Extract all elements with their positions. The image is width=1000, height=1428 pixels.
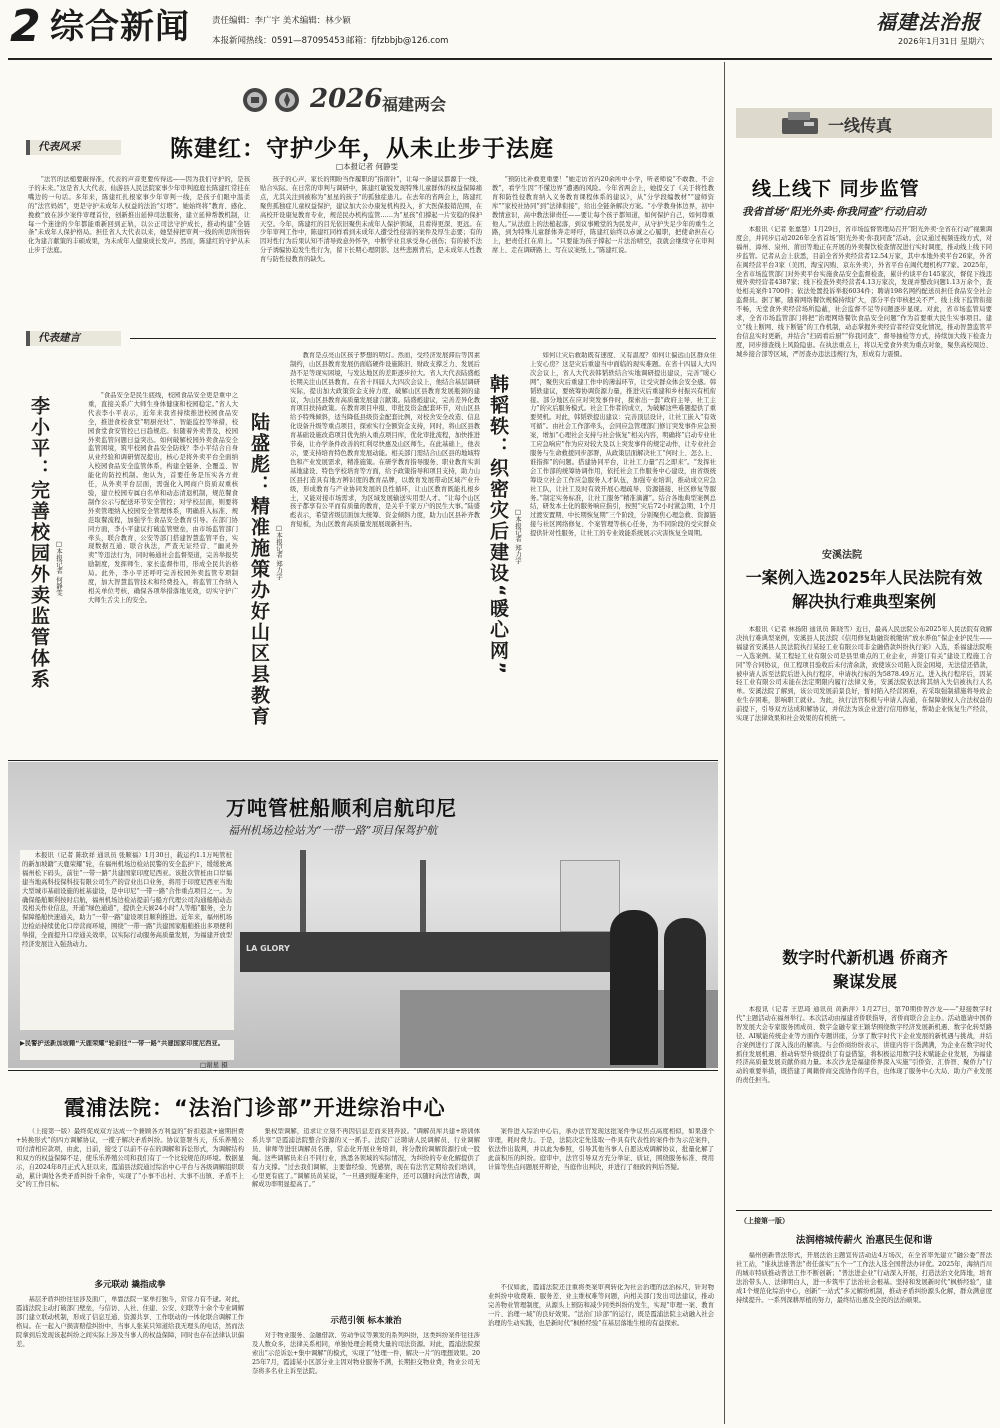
story2-title: 一案例入选2025年人民法院有效解决执行难典型案例 bbox=[745, 568, 983, 611]
xiapu-col1a: （上接第一版）最终促成双方达成一个兼顾各方利益的“折扣退款+逾期担费+转换形式”的四方调解协议，一揽子解决矛盾纠纷。协议签署当天，乐乐养殖公司付清相应款项，由此，日前，接受了以前不存在的调解和诉讼形式，为调解结构和双方的权益保障不足，使乐乐养殖公司和我们有了一个比较规范的环境。数据显示，自2024年8月正式入驻以来，霞浦县法院通过综治中心平台与各级调解组织联动，累计调处各类矛盾纠纷千余件，实现了“小事不出村、大事不出镇、矛盾不上交”的工作目标。 bbox=[16, 1128, 244, 1189]
page-number: 2 bbox=[10, 1, 41, 52]
xiapu-col2a: 集权型调解，追求让立刻不再因信息差而来回奔波。“调解员库共建+培训体系共享”是霞浦法院整合资源的又一抓手。法院广泛聘请人民调解员、行业调解员、律师等进驻调解员名册，常态化开展业务培训，将分散的调解资源拧成一股绳。这些调解员来自不同行业，熟悉各领域的实际情况，为纠纷的专业化解提供了有力支撑。“过去我们调解，主要靠经验、凭感情，现在有法官定期给我们培训，心里更有底了。”调解员黄某说，“一旦遇到疑难案件，还可以随时向法官请教，调解成功率明显提高了。” bbox=[252, 1128, 480, 1189]
story2-kicker: 安溪法院 bbox=[822, 550, 862, 561]
masthead-logo: 福建法治报 bbox=[876, 10, 981, 34]
story4-title: 法润榕城传薪火 治惠民生促和谐 bbox=[795, 1235, 933, 1246]
lead-col1: “法官的法槌要敲得准，代表的声音更要传得远——因为我们守护的，是孩子的未来。”这是省人大代表、仙游县人民法院家事少年审判庭庭长陈建红常挂在嘴边的一句话。多年来，陈建红扎根家事少年审判一线，是孩子们眼中温柔的“法官妈妈”，更是守护未成年人权益的法治“灯塔”。她始终将“教育、感化、挽救”放在涉少案件审理首位，创新推出延伸司法服务，建立延伸帮教机制，让每一个迷途的少年都能重新回到正轨，以公正司法守护成长，推动构建“全链条”未成年人保护格局。担任省人大代表以来，她坚持把审判一线的所思所悟转化为建言献策的丰硕成果，为未成年人健康成长发声。然而，陈建红的守护从未止步于法庭。 bbox=[28, 176, 250, 255]
national-emblem-icon bbox=[242, 87, 268, 113]
story4-body: 福州创新普法形式，开展法治主题宣传活动近4万场次，在全省率先建立“融公委”普法社工站，“谁执法谁普法”责任落实“五个一”工作法入选全国普法办评优。2025年，海纳百川的城市特质推动普法工作不断创新；“普法进企业”行动深入开展，打造法治文化阵地，培育法治带头人、法律明白人，进一步筑牢了法治社会根基。坚持和发展新时代“枫桥经验”，建成1个规范化综治中心，创新“一站式”多元解纷机制，推动矛盾纠纷源头化解，群众满意度持续提升。一系列深耕厚植的努力，最终结出惠及全民的法治硕果。 bbox=[736, 1252, 992, 1304]
page-header bbox=[0, 0, 1000, 62]
xiapu-subhead1: 多元联动 撬指成拳 bbox=[94, 1280, 166, 1290]
ship-name: LA GLORY bbox=[246, 944, 290, 953]
photo-story-title: 万吨管桩船顺利启航印尼 bbox=[226, 796, 457, 820]
banner-label: 福建两会 bbox=[382, 95, 447, 114]
photo-caption: ▶民警护送新加坡籍“天鹿荣耀”轮前往“一带一路”共建国家印度尼西亚。 bbox=[20, 1040, 234, 1060]
section-name: 综合新闻 bbox=[50, 7, 190, 47]
issue-date: 2026年1月31日 星期六 bbox=[898, 37, 985, 46]
story2-body: 本报讯（记者 林扬阳 通讯员 陈晓雪）近日，最高人民法院公布2025年人民法院有效解决执行难典型案例，安溪县人民法院《信用修复助融资税缴纳“放水养鱼”保企业护民生——福建省安溪县人民法院执行某轻工业有限公司非金融借款纠纷执行案》入选，系福建法院唯一入选案例。某工程轻工业有限公司是县里重点的工业企业，并签订有关“建设工程施工合同”等合同协议，但工程项目验收后未付清余款，致使该公司陷入资金困境，无法偿还借款，被申请人诉至法院后进入执行程序，申请执行标的为5878.49万元。进入执行程序后，因某轻工业有限公司未能在法定期限内履行法律义务，安溪法院依法将其纳入失信被执行人名单。安溪法院了解到，该公司发展前景良好，暂时陷入经营困难，若采取强制措施将导致企业生存困难，影响职工就业。为此，执行法官积极与申请人沟通，在保障债权人合法权益的前提下，引导双方达成和解协议，并依法为该企业进行信用修复，帮助企业恢复生产经营，实现了法律效果和社会效果的有机统一。 bbox=[736, 626, 992, 723]
proposal3-byline: □本报记者 郑力宇 bbox=[514, 508, 522, 564]
proposal1-title: 李小平：完善校园外卖监管体系 bbox=[28, 396, 50, 690]
story1-subtitle: 我省首场“阳光外卖·你我同查”行动启动 bbox=[742, 206, 926, 218]
ship-hull bbox=[240, 932, 620, 972]
proposal1-byline: □本报记者 何静雯 bbox=[55, 540, 63, 596]
crane bbox=[300, 850, 306, 932]
yixian-banner-label: 一线传真 bbox=[828, 116, 893, 135]
tag-daibiao-fengcai: 代表风采 bbox=[26, 140, 121, 155]
xiapu-col1b: 基层矛盾纠纷往往涉及面广，单靠法院一家单打独斗，常常力有不逮。对此，霞浦法院主动打破部门壁垒，与信访、人社、住建、公安、妇联等十余个专业调解部门建立联动机制，形成了信息互通、资源共享、工作联动的一体化联合调解工作格局。在一起入户损害赔偿纠纷中，当事人张某只知道给我无理头的电话，然而法院拿到后发现该起纠纷之间实际上涉及当事人的权益保障，同时也存在法律认识偏差。 bbox=[16, 1296, 244, 1348]
photo-story-body: 本报讯（记者 陈软祥 通讯员 张顺福）1月30日，载运约1.1万吨管桩的新加坡籍“天鹿荣耀”轮，在福州机场边检站民警的安全监护下，缓缓驶离福州松下码头，前往“一带一路”共建国家印度尼西亚。该批次管桩由口岸福建当地高科技保科技有限公司生产的营业出口业务，将用于印度尼西亚当地大型城市基础设施的桩基建设，是中印尼“一带一路”合作重点项目之一。为确保船舶顺利按时启航，福州机场边检站提前与船方代理公司沟通船舶动态及相关作业信息，开通“绿色通道”，提供全天候24小时“人等船”服务，全力保障船舶快速通关，助力“一带一路”建设项目顺利推进。近年来，福州机场边检站持续优化口岸营商环境，围绕“一带一路”共建国家船舶推出多项便利举措，全面提升口岸通关效率，以实际行动服务高质量发展，为福建开放型经济发展注入强劲动力。 bbox=[20, 850, 234, 1030]
ship-superstructure bbox=[560, 860, 620, 932]
crane2 bbox=[420, 860, 426, 932]
lead-byline: □本报记者 何静雯 bbox=[336, 162, 398, 171]
lead-title: 陈建红：守护少年，从未止步于法庭 bbox=[170, 136, 554, 162]
yixian-banner bbox=[736, 108, 992, 138]
editors: 责任编辑：李广宇 美术编辑：林少颖 bbox=[212, 16, 351, 26]
story1-body: 本报讯（记者 张嘉慧）1月29日，省市场监督管理局召开“阳光外卖·全省在行动”视频调度会，并同步启动2026年全省首场“阳光外卖·你我同查”活动。会议通过视频连线方式，对福州、漳州、泉州、莆田等地正在开展的外卖餐饮检查情况进行实时调度，推动线上线下同步监管。记者从会上获悉，目前全省外卖经营者12.54万家，其中本地外卖平台26家，外省在闽经营平台3家（美团、淘宝闪购、京东外卖），外省平台在闽代理机构77家。2025年，全省市场监管部门对外卖平台实施食品安全监督检查，累计约谈平台145家次，督促下线违规外卖经营者4387家；线下检查外卖经营者4.13万家次，发现并整改问题1.13万余个，查处相关案件1700件；依法处置投诉举报6034件；聘请198名网约配送员担任食品安全社会监督员。据了解，随着网络餐饮规模持续扩大，部分平台审核把关不严、线上线下监管衔接不畅，无堂食外卖经营场所隐蔽，社会监督不足等问题逐步显现。对此，省市场监管局要求，全省市场监管部门将把“治理网络餐饮食品安全问题”作为首要重大民生实事项目。建立“线上断网、线下断链”的工作机制，动态掌握外卖经营者经营变化情况，推动智慧监管平台信息实时更新，并结合“扫码看后厨”“你我同查”、督导抽检等方式，持续加大线下检查力度，同步排查线上风险隐患。在执法重点上，将以无堂食外卖为重点对象，聚焦高校周边、城乡接合部等区域，严厉查办违法违规行为，形成有力震慑。 bbox=[736, 226, 992, 358]
lead-col2: 孩子的心声、家长的期盼当作履职的“指南针”，让每一条建议都源于一线、贴合实际。在日常的审判与调研中，陈建红敏锐发现特殊儿童群体的权益保障痛点，尤其关注到被称为“星星的孩子”的孤独症患儿。在去年的省两会上，陈建红聚焦孤独症儿童权益保护，建议加大公办康复机构投入，扩大医保报销范围，在高校开设康复教育专业，规范民办机构监管……为“星孩”们撑起一片安稳的保护天空。今年，陈建红的目光依旧聚焦未成年人保护领域，且看得更深、更远。在少年审判工作中，陈建红同样看到未成年人遭受性侵害的案件及厚生态要；有的因对性行为后果认知不清导致意外怀孕，中断学业且承受身心创伤；有的被不法分子诱骗协迫发生性行为，留下长期心理阴影。这些悲剧背后，是未成年人性教育与防性侵教育的缺失。 bbox=[260, 176, 482, 264]
photo-story-subtitle: 福州机场边检站为“一带一路”项目保驾护航 bbox=[228, 824, 438, 837]
officer-figure-1 bbox=[610, 910, 658, 1065]
xiapu-col3a: 案件进入综治中心后，承办法官发现这批案件争议焦点高度相似，如果逐个审理，耗时费力。于是，法院决定先选取一件具有代表性的案件作为示范案件，依法作出裁判，并以此为参照，引导其他当事人自愿达成调解协议，批量化解了此前积压的纠纷。庭审中，法官引导双方充分举证、质证，围绕服务标准、费用计算等焦点问题展开辩论，当庭作出判决，并进行了细致的判后答疑。 bbox=[488, 1128, 714, 1171]
congress-emblem-icon bbox=[274, 87, 300, 113]
proposal1-body: “食品安全是民生底线，校园食品安全更是重中之重，直接关系广大师生身体健康和校园稳定。”省人大代表李小平表示，近年来我省持续推进校园食品安全，推进食校食堂“明厨亮灶”、智能监控等举措，校园食堂食安管控已日趋规范。但随着外卖普及，校园外卖监管问题日益突出。如何破解校园外卖食品安全监管困境，筑牢校园食品安全防线？李小平结合自身从业经验和调研情况提出，核心是将外卖平台全面纳入校园食品安全监管体系，构建全链条、全覆盖、智能化的防控机制。他认为，首要任务是压实各方责任，从外卖平台层面，需强化入网商户资质双重核验，建立校园专属白名单和动态清退机制，规范餐食制作公示与配送环节安全管控；对学校层面，则要将外卖管理纳入校园安全管理体系，明确准入标准、规范取餐流程，加强学生食品安全教育引导。在部门协同方面，李小平建议打破监管壁垒，由市场监管部门牵头，联合教育、公安等部门搭建智慧监管平台，实现数据互通、联合执法，严查无证经营、“幽灵外卖”等违法行为，同时畅通社会监督渠道，完善举报奖励制度，发挥师生、家长监督作用，形成全民共治格局。此外，李小平还呼吁完善校园外卖监管专项制度，加大智慧监管技术和经费投入，将监管工作纳入相关单位考核，确保各项举措落地见效，切实守护广大师生舌尖上的安全。 bbox=[88, 392, 238, 604]
hotline: 本报新闻热线：0591—87095453 bbox=[212, 36, 345, 46]
xiapu-title: 霞浦法院：“法治门诊部”开进综治中心 bbox=[64, 1096, 446, 1120]
xiapu-col2b: 对于物业服务、金融借款、劳动争议等频发的系列纠纷，这类纠纷案件往往涉及人数众多，法律关系相同，单独处理会耗费大量的司法资源。对此，霞浦法院探索出“示范诉讼+集中调解”的模式，实现了“处理一件，解决一片”的理想效果。2025年7月，霞浦某小区部分业主因对物业服务不满，长期拒交物业费，物业公司无奈将多名业主诉至法院。 bbox=[252, 1332, 480, 1375]
proposal2-byline: □本报记者 郑力宇 bbox=[275, 524, 283, 580]
lead-col3: “预防比补救更重要！”她走访省内20余所中小学，听老师说“不敢教、不会教”，看学生因“不懂边界”遭遇的风险。今年省两会上，她提交了《关于将性教育和防性侵教育纳入义务教育课程体系的建议》，从“分学段编教材”“建师资库”“家校社协同”到“法律衔接”，给出全链条解决方案。“小学教身体边界，初中教情意识，高中教法律责任——要让每个孩子都知道，如何保护自己，如何尊重他人。”从法庭上的法槌起落，到议事殿堂的为民发声，从守护失足少年的重生之路，到为特殊儿童群体奔走呼吁，陈建红始终以赤诚之心履职，把使命担在心上，把责任扛在肩上。“只要能为孩子撑起一片法治晴空，我就会继续守在审判席上、走在调研路上、写在议案纸上。”陈建红说。 bbox=[492, 176, 714, 255]
tag-daibiao-jianyan: 代表建言 bbox=[26, 331, 121, 346]
story3-title: 数字时代新机遇 侨商齐聚谋发展 bbox=[782, 948, 948, 991]
email: 邮箱：fjfzbbjb@126.com bbox=[346, 36, 449, 46]
story4-kicker: （上接第一版） bbox=[740, 1217, 789, 1225]
officer-figure-2 bbox=[664, 918, 706, 1068]
lianghui-banner bbox=[14, 82, 714, 122]
proposal2-title: 陆盛彪：精准施策办好山区县教育 bbox=[248, 412, 270, 727]
story1-title: 线上线下 同步监管 bbox=[752, 178, 920, 200]
proposal2-body: 教育是点亮山区孩子梦想的明灯。然而，受经济发展滞后等因素制约，山区县教育发展仍面临硬件设施陈旧、财政支撑乏力、发展后劲不足等现实困境，与发达地区的差距逐步拉大。省人大代表陆盛彪长期关注山区县教育。在省十四届人大四次会议上，他结合基层调研实际，提出加大政策资金支持力度、破解山区县教育发展瓶颈的建议，为山区县教育高质量发展建言献策。陆盛彪建议，完善差异化教育项目扶持政策。在教育项目申报、审批及资金配套环节，对山区县给予特殊倾斜，适当降低县级资金配套比例，对校舍安全改造、信息化设备升级等重点项目，探索实行全额资金支持，同时，将山区县教育基础设施改造项目优先纳入重点项目库，优化审批流程，加快推进节奏，让办学条件改善的红利尽快惠及山区师生。在此基础上，他表示，要支持培育特色教育发展动能。相关部门需结合山区县的地域特色和产业发展需求，精准施策。在研学教育指导服务、职业教育实训基地建设、特色学校培育等方面，给予政策指导和项目支持，助力山区县打造具有地方辨识度的教育品牌，以教育发展带动区域产业升级，形成教育与产业协同发展的良性循环，让山区教育既能扎根乡土，又能对接市场需求，为区域发展输送实用型人才。“让每个山区孩子都享有公平而有质量的教育，是关乎千家万户的民生大事。”陆盛彪表示，希望省级层面加大统筹、资金倾斜力度，助力山区县补齐教育短板，为山区教育高质量发展展现新担当。 bbox=[290, 352, 480, 529]
story3-body: 本报讯（记者 王思琦 通讯员 黄新萍）1月27日，第70期侨智沙龙——“迎接数字时代”主题活动在福州举行。本次活动由福建省侨联指导，省侨商联合会主办。活动邀请中国侨智发展大会专家服务团成员、数字金融专家王颖华围绕数字经济发展新机遇、数字化转型路径、AI赋能传统企业等方面作专题讲座，分享了数字时代下企业发展的新机遇与挑战，并结合案例进行了深入浅出的解读。与会侨商纷纷表示，讲座内容干货满满，为企业在数字时代抓住发展机遇、推动转型升级提供了有益借鉴，将积极运用数字技术赋能企业发展，为福建经济高质量发展贡献侨商力量。本次沙龙是福建侨界深入实施“引侨资、汇侨智、聚侨力”行动的重要举措，既搭建了闽籍侨商交流协作的平台，也体现了服务中心大局、助力产业发展的责任担当。 bbox=[736, 1006, 992, 1085]
fax-machine-icon bbox=[780, 110, 820, 136]
proposal3-title: 韩韬轶：织密灾后建设“暖心网” bbox=[487, 374, 509, 676]
xiapu-col3b: 不仅如此，霞浦法院还注重将类案审判转化为社会治理的法治标尺，针对物业纠纷中收费难、服务差、业主维权难等问题，向相关部门发出司法建议，推动完善物业管理制度，从源头上预防和减少同类纠纷的发生，实现“审理一案、教育一片、治理一域”的良好效果。“法治门诊部”的运行，既是霞浦法院主动融入社会治理的生动实践，也是新时代“枫桥经验”在基层落地生根的有益探索。 bbox=[488, 1284, 714, 1327]
proposal3-body: 如何让灾后救助既有速度、又有温度？如何让偏远山区群众住上安心房？这是灾后重建当中面临的现实难题。在省十四届人大四次会议上，省人大代表韩韬轶结合实地调研提出建议，完善“暖心网”，聚焦灾后重建工作中的薄弱环节，让受灾群众体会安全感。韩韬轶建议，要统筹协调资源力量，推进灾后重建和乡村振兴有机衔接。部分地区在应对突发事件时，探索出一套“政府主导、社工主力”的灾后服务模式。社会工作者的成立，为破解这些难题提供了重要契机。对此，韩韬轶提出建议：完善顶层设计，让社工嵌入“有效可循”。由社会工作部牵头，会同应急管理部门修订突发事件应急预案，增加“心理社会支持与社会恢复”相关内容，明确将“启动专业社工应急响应”作为应对较大及以上突发事件的规定动作，让专业社会服务与生命救援同步部署，从政策层面解决社工“何时上、怎么上、谁指挥”的问题。搭建协同平台，让社工力量“召之即来”。“发挥社会工作部的统筹协调作用，依托社会工作服务中心建设，由省级统筹设立社会工作应急服务人才队伍，加强专业培训，推动成立应急社工队，让社工及时有效开展心理疏导、资源链接、社区修复等服务。”制定实务标准，让社工服务“精准滴灌”。结合各地典型案例总结，研发本土化的服务响应指引，按照“灾后72小时紧急期、1个月过渡安置期、中长期恢复期”三个阶段，分别聚焦心理急救、资源链接与社区网络修复、个案管理等核心任务，为不同阶段的受灾群众提供针对性服务，让社工的专业效能系统展示灾害恢复全周期。 bbox=[530, 352, 716, 538]
photo-credit: □谢星 摄 bbox=[200, 1061, 228, 1069]
banner-year: 2026 bbox=[310, 84, 383, 114]
xiapu-subhead2: 示范引领 标本兼治 bbox=[330, 1316, 402, 1326]
